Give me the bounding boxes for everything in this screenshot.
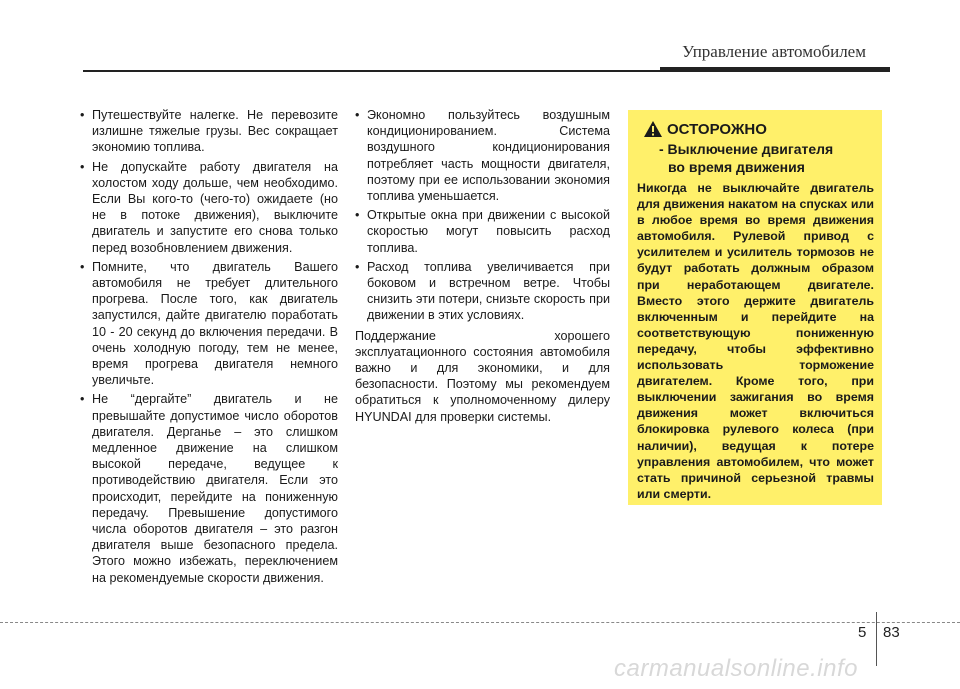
warning-triangle-icon: [643, 120, 663, 138]
warning-subtitle-line1: - Выключение двигателя: [659, 141, 834, 157]
warning-body: Никогда не выключайте двигатель для движения накатом на спусках или в любое время во время движения автомобиля. Рулевой привод с усилителем и усилитель тормозов не будут работать должным образом при неработающем двигателе. Вместо этого держите двигатель включенным и перейдите на соответствующую пониженную передачу, чтобы эффективно использовать торможение двигателем. Кроме того, при выключении зажигания во время движения может включиться блокировка рулевого колеса (при наличии), ведущая к потере управления автомобилем, что может стать причиной серьезной травмы или смерти.: [637, 181, 874, 501]
warning-header: [637, 120, 874, 138]
header-rule-accent: [660, 67, 890, 72]
page-number: 83: [883, 624, 900, 641]
maintenance-paragraph: Поддержание хорошего эксплуатационного состояния автомобиля важно и для экономики, и для безопасности. Поэтому мы рекомендуем обратиться к уполномоченному дилеру HYUNDAI для проверки системы.: [355, 328, 610, 424]
list-item: • Открытые окна при движении с высокой скоростью могут повысить расход топлива.: [355, 207, 610, 256]
section-number: 5: [858, 624, 867, 641]
column-middle: [355, 107, 610, 425]
page-header-title: Управление автомобилем: [682, 42, 866, 61]
page-number-separator: [876, 612, 877, 666]
list-item: • Расход топлива увеличивается при боковом и встречном ветре. Чтобы снизить эти потери, снизьте скорость при движении в этих условиях.: [355, 259, 610, 324]
warning-box: [628, 110, 882, 505]
footer-divider: [0, 622, 960, 624]
column-left: [80, 107, 338, 589]
warning-subtitle: [659, 140, 874, 176]
list-item: • Помните, что двигатель Вашего автомобиля не требует длительного прогрева. После того, как двигатель запустился, дайте двигателю поработать 10 - 20 секунд до включения передачи. В очень холодную погоду, тем не менее, время прогрева двигателя немного увеличьте.: [80, 259, 338, 389]
list-item: • Экономно пользуйтесь воздушным кондиционированием. Система воздушного кондиционирования потребляет часть мощности двигателя, поэтому при ее использовании экономия топлива уменьшается.: [355, 107, 610, 204]
list-item: • Не “дергайте” двигатель и не превышайте допустимое число оборотов двигателя. Дерганье – это слишком медленное движение на слишком высокой передаче, ведущее к противодействию двигателя. Если это происходит, перейдите на пониженную передачу. Превышение допустимого числа оборотов двигателя – это разгон двигателя выше безопасного предела. Этого можно избежать, переключением на рекомендуемые скорости движения.: [80, 391, 338, 585]
warning-title: ОСТОРОЖНО: [667, 120, 767, 138]
watermark: carmanualsonline.info: [614, 655, 858, 682]
list-item: • Путешествуйте налегке. Не перевозите излишне тяжелые грузы. Вес сокращает экономию топлива.: [80, 107, 338, 156]
list-item: • Не допускайте работу двигателя на холостом ходу дольше, чем необходимо. Если Вы кого-то (чего-то) ожидаете (но не в потоке движения), выключите двигатель и запустите его снова только перед возобновлением движения.: [80, 159, 338, 256]
warning-subtitle-line2: во время движения: [668, 159, 805, 175]
